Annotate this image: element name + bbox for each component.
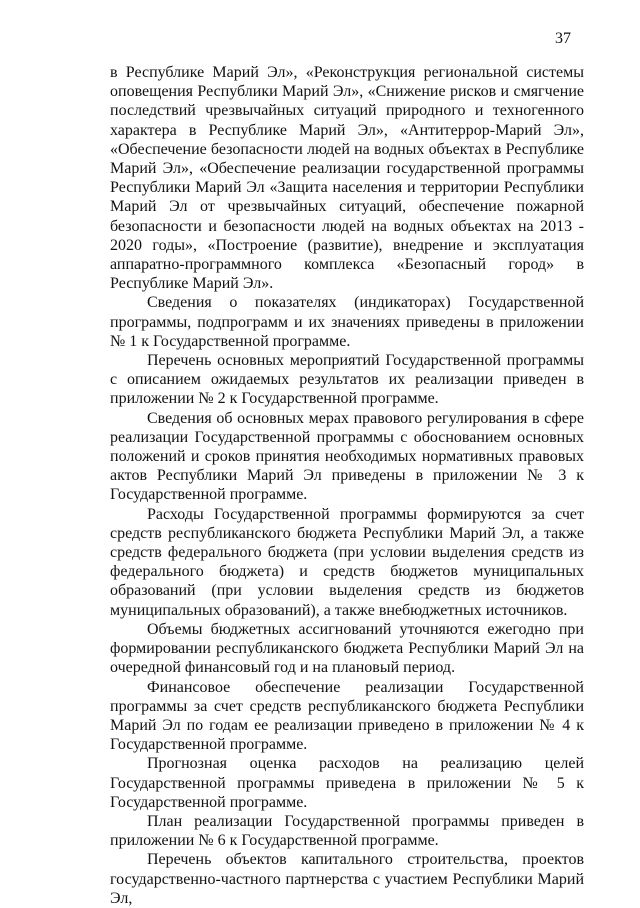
page-number: 37 (555, 30, 571, 47)
paragraph-expenses: Расходы Государственной программы формируются за счет средств республиканского бюджета Республики Марий Эл, а также средств федерального бюджета (при условии выделения средств из федерального бюджета) и средств бюджетов муниципальных образований (при условии выделения средств из бюджетов муниципальных образований), а также внебюджетных источников. (110, 505, 584, 619)
document-body (110, 63, 584, 908)
paragraph-capital-construction: Перечень объектов капитального строительства, проектов государственно-частного партнерства с участием Республики Марий Эл, (110, 851, 584, 907)
paragraph-financial-support: Финансовое обеспечение реализации Государственной программы за счет средств республиканского бюджета Республики Марий Эл по годам ее реализации приведено в приложении № 4 к Государственной программе. (110, 678, 584, 754)
paragraph-legal-regulation: Сведения об основных мерах правового регулирования в сфере реализации Государственной программы с обоснованием основных положений и сроков принятия необходимых нормативных правовых актов Республики Марий Эл приведены в приложении № 3 к Государственной программе. (110, 409, 584, 504)
paragraph-indicators-info: Сведения о показателях (индикаторах) Государственной программы, подпрограмм и их значениях приведены в приложении № 1 к Государственной программе. (110, 294, 584, 350)
paragraph-budget-allocations: Объемы бюджетных ассигнований уточняются ежегодно при формировании республиканского бюджета Республики Марий Эл на очередной финансовый год и на плановый период. (110, 620, 584, 677)
paragraph-main-activities: Перечень основных мероприятий Государственной программы с описанием ожидаемых результатов их реализации приведен в приложении № 2 к Государственной программе. (110, 352, 584, 408)
paragraph-implementation-plan: План реализации Государственной программы приведен в приложении № 6 к Государственной программе. (110, 812, 584, 850)
paragraph-forecast-estimate: Прогнозная оценка расходов на реализацию целей Государственной программы приведена в приложении № 5 к Государственной программе. (110, 755, 584, 811)
paragraph-continuation: в Республике Марий Эл», «Реконструкция региональной системы оповещения Республики Марий Эл», «Снижение рисков и смягчение последствий чрезвычайных ситуаций природного и техногенного характера в Республике Марий Эл», «Антитеррор-Марий Эл», «Обеспечение безопасности людей на водных объектах в Республике Марий Эл», «Обеспечение реализации государственной программы Республики Марий Эл «Защита населения и территории Республики Марий Эл от чрезвычайных ситуаций, обеспечение пожарной безопасности и безопасности людей на водных объектах на 2013 - 2020 годы», «Построение (развитие), внедрение и эксплуатация аппаратно-программного комплекса «Безопасный город» в Республике Марий Эл». (110, 64, 584, 293)
